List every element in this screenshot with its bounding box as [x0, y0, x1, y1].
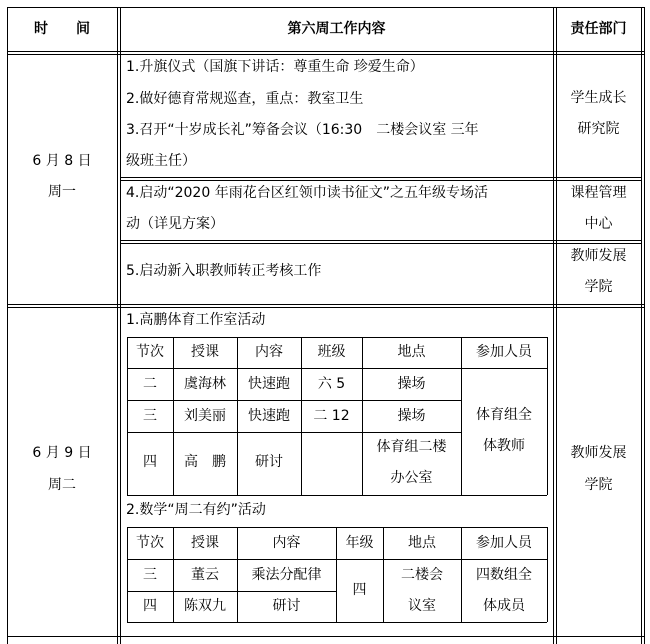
math-r2-topic: 研讨 [272, 598, 301, 614]
pe-header-location: 地点 [397, 344, 426, 360]
math-header-grade: 年级 [345, 535, 374, 551]
col-line-left [7, 7, 8, 644]
col-line-time [117, 7, 118, 644]
math-location-l2: 议室 [408, 598, 436, 614]
day2-dept-l1: 教师发展 [570, 445, 627, 461]
math-line-bottom [127, 622, 547, 623]
pe-r3-period: 四 [143, 454, 157, 470]
day-divider [7, 304, 644, 305]
day2-date: 6 月 9 日 [32, 445, 92, 461]
pe-r2-class: 二 12 [313, 408, 350, 424]
col-line-right [641, 7, 642, 644]
day1-divider-1b [120, 180, 641, 181]
math-r1-teacher: 董云 [191, 567, 219, 583]
pe-line-bottom [127, 495, 547, 496]
math-title: 2.数学“周二有约”活动 [126, 502, 266, 518]
pe-r1-teacher: 虞海林 [184, 376, 226, 392]
pe-r3-location-l2: 办公室 [390, 470, 433, 486]
pe-header-participants: 参加人员 [476, 344, 532, 360]
day1-dept3-l1: 教师发展 [570, 248, 627, 264]
math-r2-period: 四 [143, 598, 157, 614]
day1-item-4: 4.启动“2020 年雨花台区红领巾读书征文”之五年级专场活 [126, 185, 488, 201]
day1-item-3: 3.召开“十岁成长礼”筹备会议（16:30 二楼会议室 三年 [126, 122, 479, 138]
pe-header-class: 班级 [317, 344, 346, 360]
math-header-period: 节次 [136, 535, 164, 551]
pe-r1-location: 操场 [397, 376, 426, 392]
day-divider-double [7, 307, 644, 308]
header-content: 第六周工作内容 [287, 21, 386, 37]
day1-dept1-l2: 研究院 [577, 121, 620, 137]
math-col-6 [547, 527, 548, 622]
col-line-right-double [644, 7, 645, 644]
pe-r3-topic: 研讨 [255, 454, 283, 470]
math-header-location: 地点 [408, 535, 436, 551]
pe-r3-location-l1: 体育组二楼 [376, 439, 447, 455]
header-dept: 责任部门 [570, 21, 627, 37]
pe-r3-teacher: 高 鹏 [184, 454, 226, 470]
math-participants-l2: 体成员 [483, 598, 525, 614]
pe-participants-l1: 体育组全 [476, 407, 532, 423]
day1-date: 6 月 8 日 [32, 153, 92, 169]
header-time: 时 间 [34, 21, 90, 37]
day1-dept2-l2: 中心 [584, 216, 613, 232]
day1-item-5: 5.启动新入职教师转正考核工作 [126, 263, 322, 279]
math-participants-l1: 四数组全 [476, 567, 532, 583]
math-location-l1: 二楼会 [401, 567, 443, 583]
day1-item-1: 1.升旗仪式（国旗下讲话：尊重生命 珍爱生命） [126, 59, 424, 75]
math-r2-teacher: 陈双九 [184, 598, 226, 614]
math-header-participants: 参加人员 [476, 535, 532, 551]
table-border-bottom [7, 636, 644, 637]
pe-title: 1.高鹏体育工作室活动 [126, 312, 266, 328]
pe-participants-l2: 体教师 [483, 438, 525, 454]
pe-r1-period: 二 [143, 376, 157, 392]
day1-dept2-l1: 课程管理 [570, 185, 627, 201]
math-header-topic: 内容 [272, 535, 301, 551]
pe-r2-topic: 快速跑 [248, 408, 290, 424]
pe-header-period: 节次 [136, 344, 164, 360]
math-grade: 四 [352, 582, 367, 598]
day1-item-3-cont: 级班主任） [126, 153, 196, 169]
pe-r2-period: 三 [143, 408, 157, 424]
pe-col-6 [547, 337, 548, 495]
day1-divider-2 [120, 240, 641, 241]
col-line-time-double [120, 7, 121, 644]
day1-divider-1 [120, 177, 641, 178]
pe-header-teacher: 授课 [191, 344, 219, 360]
day1-dept1-l1: 学生成长 [570, 90, 627, 106]
day1-item-4-cont: 动（详见方案） [126, 216, 224, 232]
day1-weekday: 周一 [48, 184, 76, 200]
pe-r2-location: 操场 [397, 408, 426, 424]
pe-r1-topic: 快速跑 [248, 376, 290, 392]
header-divider [7, 51, 644, 52]
day2-dept-l2: 学院 [584, 477, 613, 493]
pe-header-topic: 内容 [255, 344, 283, 360]
day1-divider-2b [120, 243, 641, 244]
math-r1-period: 三 [143, 567, 157, 583]
pe-r2-teacher: 刘美丽 [184, 408, 226, 424]
header-divider-double [7, 54, 644, 55]
pe-r1-class: 六 5 [317, 376, 346, 392]
day1-dept3-l2: 学院 [584, 279, 613, 295]
table-border-top [7, 7, 644, 8]
col-line-content [553, 7, 554, 644]
day2-weekday: 周二 [48, 477, 76, 493]
day1-item-2: 2.做好德育常规巡查，重点：教室卫生 [126, 91, 364, 107]
math-r1-topic: 乘法分配律 [251, 567, 322, 583]
math-header-teacher: 授课 [191, 535, 219, 551]
